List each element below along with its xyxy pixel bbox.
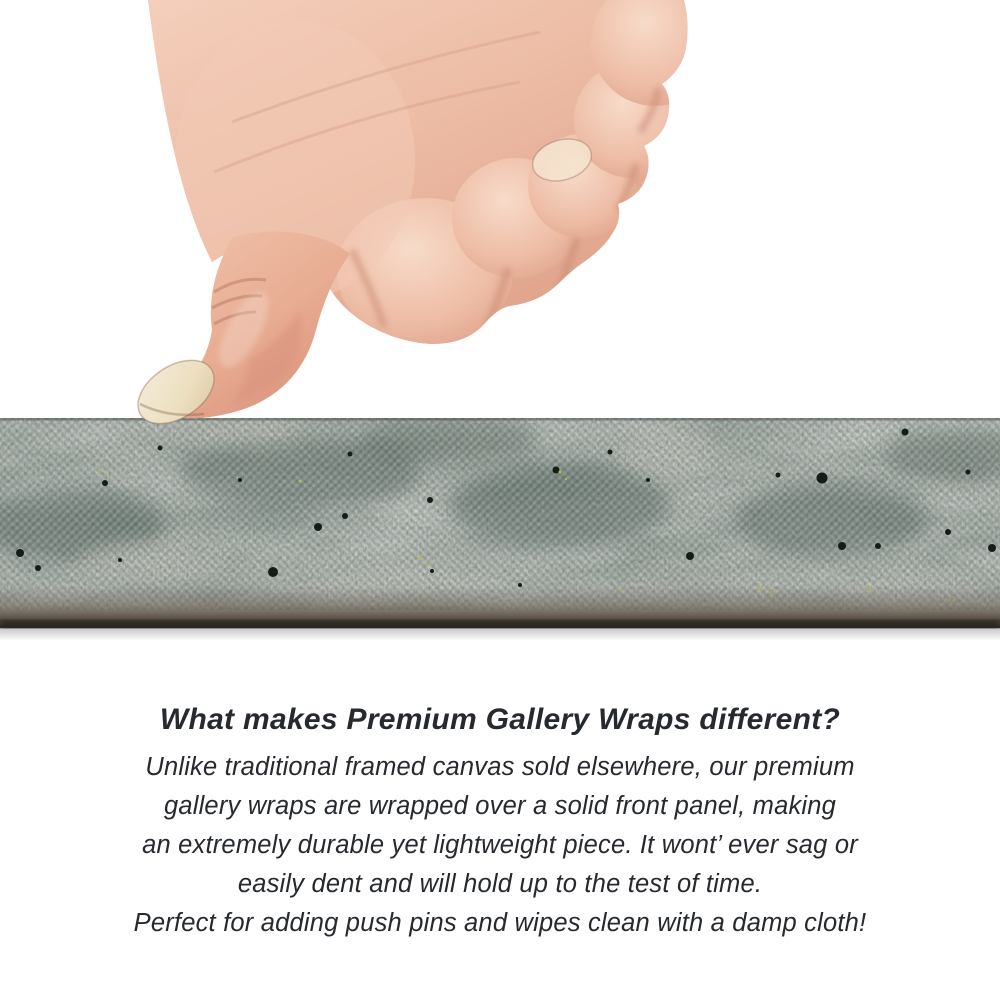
caption-line-4: easily dent and will hold up to the test of time. <box>237 870 763 898</box>
caption-line-2: gallery wraps are wrapped over a solid front panel, making <box>163 792 837 820</box>
canvas-edge-strip <box>0 416 1000 641</box>
caption-line-3: an extremely durable yet lightweight piece. It wont’ ever sag or <box>142 831 858 859</box>
caption-heading: What makes Premium Gallery Wraps different? <box>159 703 841 736</box>
caption-line-5: Perfect for adding push pins and wipes clean with a damp cloth! <box>133 909 867 937</box>
caption-block <box>0 701 1000 943</box>
panel-edge-shadow-line <box>0 620 1000 628</box>
canvas-texture <box>0 416 1000 610</box>
hand-photo <box>127 0 719 437</box>
caption-line-1: Unlike traditional framed canvas sold elsewhere, our premium <box>145 753 855 781</box>
strip-drop-shadow <box>0 628 1000 641</box>
